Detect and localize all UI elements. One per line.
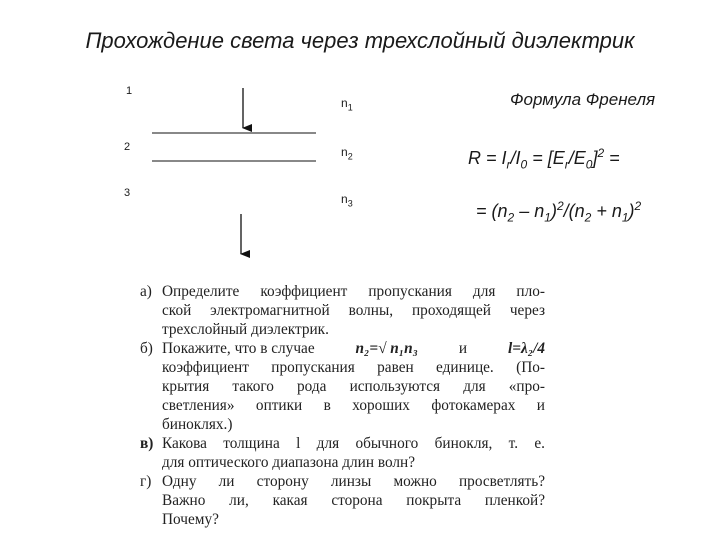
problem-v-line-1: в) Какова толщина l для обычного бинокля, т. е. (140, 435, 545, 452)
fresnel-formula-line-1: $R = I_r/I_0 = [E_r/E_0]^2$ = (468, 146, 620, 172)
problem-g-line-3: Почему? (162, 511, 219, 528)
problem-g-label: г) (140, 473, 152, 490)
problem-v-label: в) (140, 435, 154, 452)
fresnel-formula-line-2: = $(n_2 - n_1)^2/(n_2 + n_1)^2$ (476, 199, 642, 225)
problem-a-line-3: трехслойный диэлектрик. (162, 321, 329, 338)
problem-b-line-2: коэффициент пропускания равен единице. (По- (162, 359, 545, 376)
index-n3: $n_3$ (341, 192, 353, 209)
fresnel-title: Формула Френеля (510, 90, 656, 109)
condition-thickness: l=λ₂/4 (507, 340, 545, 357)
problem-b-label: б) (140, 340, 153, 357)
problem-b-line-3: крытия такого рода используются для «про- (162, 378, 545, 395)
problem-a-line-1: а) Определите коэффициент пропускания для пло- (140, 283, 545, 300)
problem-b-line-5: биноклях.) (162, 416, 233, 433)
index-n2: $n_2$ (341, 145, 353, 162)
condition-n2: n₂=√ n₁n₃ (355, 340, 418, 357)
problem-b-line-1: б) Покажите, что в случае n₂=√ n₁n₃ и l=λ₂/4 (140, 340, 545, 357)
problem-v-line-2: для оптического диапазона длин волн? (162, 454, 416, 471)
problem-a-label: а) (140, 283, 152, 300)
problem-b-line-4: светления» оптики в хороших фотокамерах и (162, 397, 545, 414)
page-title: Прохождение света через трехслойный диэлектрик (85, 28, 635, 53)
problem-g-line-2: Важно ли, какая сторона покрыта пленкой? (162, 492, 545, 509)
layer-label-1: 1 (126, 85, 133, 97)
problem-text (140, 282, 545, 529)
problem-g-line-1: г) Одну ли сторону линзы можно просветлять? (140, 473, 545, 490)
problem-a-line-2: ской электромагнитной волны, проходящей через (162, 302, 545, 319)
layer-label-2: 2 (124, 141, 131, 153)
index-n1: $n_1$ (341, 96, 353, 113)
layer-label-3: 3 (124, 187, 131, 199)
